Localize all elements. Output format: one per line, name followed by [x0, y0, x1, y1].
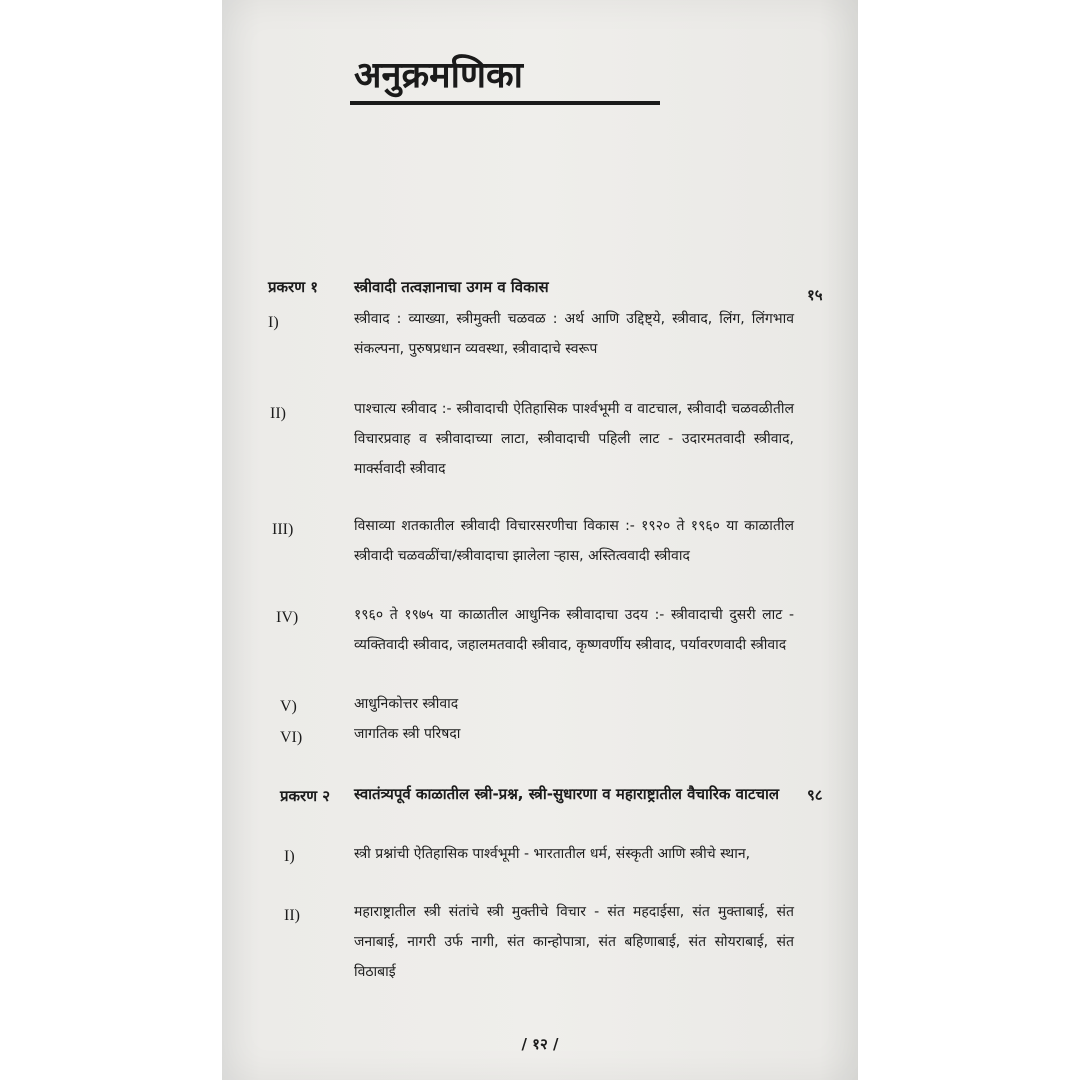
chapter-1-entry-3-num: III) [272, 521, 294, 538]
page-number: / १२ / [521, 1035, 559, 1053]
chapter-1-entry-1-text: स्त्रीवाद : व्याख्या, स्त्रीमुक्ती चळवळ : अर्थ आणि उद्दिष्ट्ये, स्त्रीवाद, लिंग, लिंगभाव संकल्पना, पुरुषप्रधान व्यवस्था, स्त्रीवादाचे स्वरूप [354, 311, 794, 357]
chapter-1-entry-5-text: आधुनिकोत्तर स्त्रीवाद [354, 696, 459, 712]
chapter-2-entry-1-num: I) [284, 848, 295, 865]
chapter-2-entry-2-num: II) [284, 907, 300, 924]
chapter-1-entry-2-num: II) [270, 405, 286, 422]
title-underline [350, 101, 660, 105]
chapter-1-entry-6-text: जागतिक स्त्री परिषदा [354, 726, 461, 742]
chapter-1-entry-1-num: I) [268, 314, 279, 331]
chapter-1-entry-4-num: IV) [276, 609, 299, 626]
chapter-1-entry-4-text: १९६० ते १९७५ या काळातील आधुनिक स्त्रीवादाचा उदय :- स्त्रीवादाची दुसरी लाट - व्यक्तिवादी स्त्रीवाद, जहालमतवादी स्त्रीवाद, कृष्णवर्णीय स्त्रीवाद, पर्यावरणवादी स्त्रीवाद [354, 607, 794, 653]
chapter-1-entry-3-text: विसाव्या शतकातील स्त्रीवादी विचारसरणीचा विकास :- १९२० ते १९६० या काळातील स्त्रीवादी चळवळींचा/स्त्रीवादाचा झालेला ऱ्हास, अस्तित्ववादी स्त्रीवाद [354, 518, 794, 564]
chapter-2-label: प्रकरण २ [280, 787, 331, 805]
chapter-2-entry-2-text: महाराष्ट्रातील स्त्री संतांचे स्त्री मुक्तीचे विचार - संत महदाईसा, संत मुक्ताबाई, संत जनाबाई, नागरी उर्फ नागी, संत कान्होपात्रा, संत बहिणाबाई, संत सोयराबाई, संत विठाबाई [354, 904, 794, 980]
chapter-1-label: प्रकरण १ [268, 278, 319, 296]
chapter-2-entry-1-text: स्त्री प्रश्नांची ऐतिहासिक पार्श्वभूमी - भारतातील धर्म, संस्कृती आणि स्त्रीचे स्थान, [354, 846, 751, 862]
chapter-1-entry-5-num: V) [280, 698, 297, 715]
chapter-1-page: १५ [807, 286, 823, 304]
chapter-1-entry-2-text: पाश्चात्य स्त्रीवाद :- स्त्रीवादाची ऐतिहासिक पार्श्वभूमी व वाटचाल, स्त्रीवादी चळवळीतील विचारप्रवाह व स्त्रीवादाच्या लाटा, स्त्रीवादाची पहिली लाट - उदारमतवादी स्त्रीवाद, मार्क्सवादी स्त्रीवाद [354, 401, 794, 477]
chapter-1-title: स्त्रीवादी तत्वज्ञानाचा उगम व विकास [354, 278, 549, 296]
chapter-1-entry-6-num: VI) [280, 729, 303, 746]
book-page [222, 0, 858, 1080]
chapter-2-title: स्वातंत्र्यपूर्व काळातील स्त्री-प्रश्न, स्त्री-सुधारणा व महाराष्ट्रातील वैचारिक वाटचाल [354, 785, 780, 803]
chapter-2-page: ९८ [807, 786, 823, 804]
page-title: अनुक्रमणिका [354, 55, 523, 96]
